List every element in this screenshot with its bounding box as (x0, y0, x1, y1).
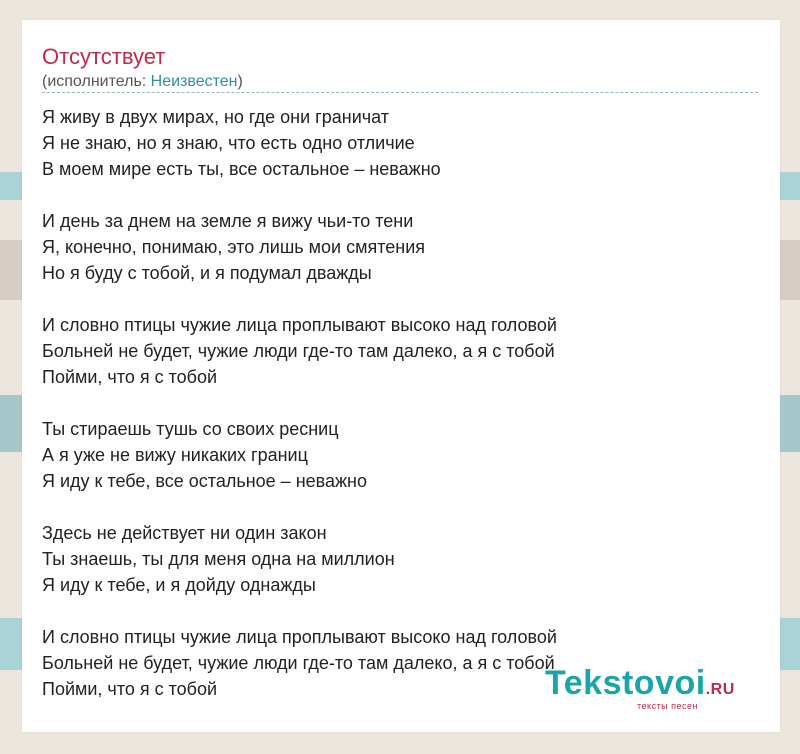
lyric-line: Ты знаешь, ты для меня одна на миллион (42, 549, 395, 569)
stanza-gap (42, 182, 762, 208)
lyric-line: Я живу в двух мирах, но где они граничат (42, 107, 390, 127)
artist-suffix: ) (237, 73, 243, 90)
lyric-line: Больней не будет, чужие люди где-то там далеко, а я с тобой (42, 341, 555, 361)
lyric-line: Я иду к тебе, все остальное – неважно (42, 471, 368, 491)
lyric-line: Больней не будет, чужие люди где-то там далеко, а я с тобой (42, 653, 555, 673)
song-title: Отсутствует (42, 44, 166, 69)
lyric-line: Я, конечно, понимаю, это лишь мои смятения (42, 237, 425, 257)
lyric-line: Здесь не действует ни один закон (42, 523, 327, 543)
stanza-gap (42, 494, 762, 520)
artist-prefix: (исполнитель: (42, 73, 151, 90)
site-logo[interactable] (545, 664, 755, 712)
lyric-line: Пойми, что я с тобой (42, 679, 218, 699)
stanza-gap (42, 286, 762, 312)
lyric-line: В моем мире есть ты, все остальное – неважно (42, 159, 441, 179)
title-divider (42, 92, 758, 93)
lyric-line: Я иду к тебе, и я дойду однажды (42, 575, 316, 595)
lyric-line: А я уже не вижу никаких границ (42, 445, 308, 465)
lyric-line: Но я буду с тобой, и я подумал дважды (42, 263, 372, 283)
lyric-line: И словно птицы чужие лица проплывают высоко над головой (42, 315, 557, 335)
lyric-line: Ты стираешь тушь со своих ресниц (42, 419, 339, 439)
logo-tagline: тексты песен (637, 701, 699, 711)
logo-name: Tekstovoi (545, 664, 706, 702)
lyric-line: И словно птицы чужие лица проплывают высоко над головой (42, 627, 557, 647)
stanza-gap (42, 598, 762, 624)
lyric-line: Пойми, что я с тобой (42, 367, 218, 387)
artist-line (42, 72, 243, 92)
lyric-line: И день за днем на земле я вижу чьи-то тени (42, 211, 414, 231)
lyrics-text (42, 104, 762, 702)
artist-link[interactable]: Неизвестен (150, 73, 238, 90)
logo-tld: .RU (705, 681, 735, 698)
lyrics-card (22, 20, 780, 732)
lyric-line: Я не знаю, но я знаю, что есть одно отличие (42, 133, 415, 153)
stanza-gap (42, 390, 762, 416)
